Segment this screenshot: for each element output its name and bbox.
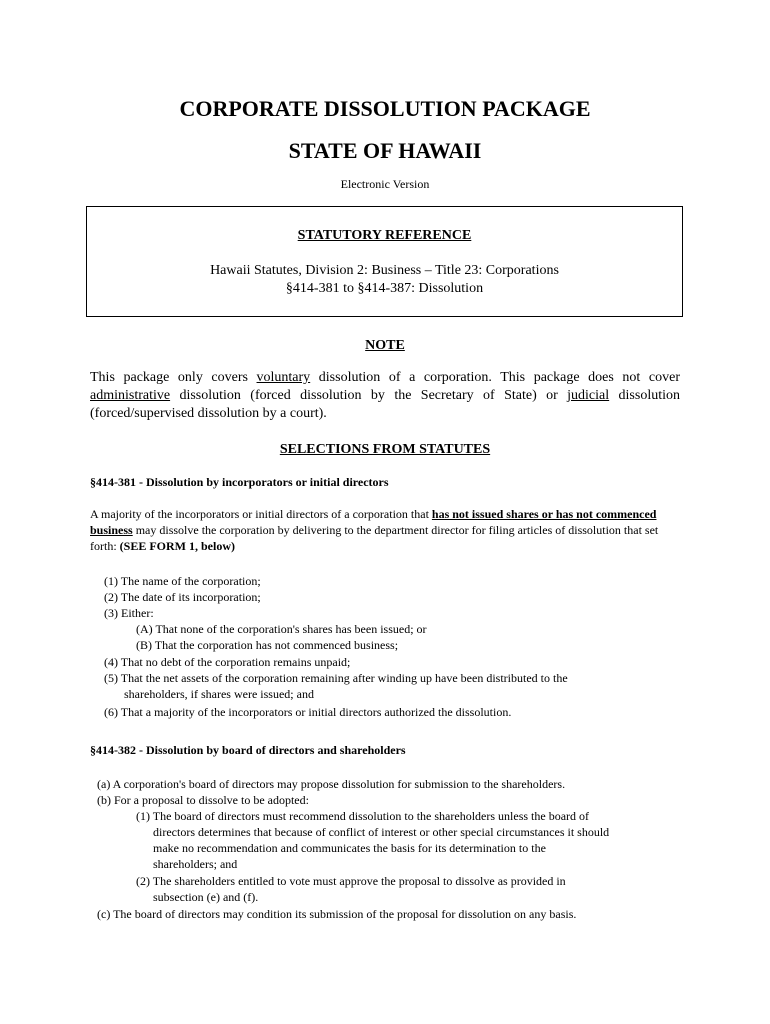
note-text: This package only covers	[90, 370, 257, 385]
list-item: shareholders, if shares were issued; and	[124, 687, 314, 701]
note-text: dissolution (forced dissolution by the Secretary of State) or	[170, 388, 568, 403]
list-item: make no recommendation and communicates the basis for its determination to the	[153, 841, 546, 855]
statutory-reference-line: Hawaii Statutes, Division 2: Business – Title 23: Corporations	[210, 263, 559, 278]
intro-text: A majority of the incorporators or initial directors of a corporation that	[90, 507, 432, 521]
list-item: subsection (e) and (f).	[153, 890, 259, 904]
list-item: (1) The board of directors must recommend dissolution to the shareholders unless the board of	[136, 809, 590, 823]
section-414-382-heading: §414-382 - Dissolution by board of directors and shareholders	[90, 743, 406, 757]
statutory-reference-sections: §414-381 to §414-387: Dissolution	[285, 281, 484, 296]
note-judicial: judicial	[567, 388, 610, 403]
list-item: (A) That none of the corporation's shares has been issued; or	[136, 622, 427, 636]
list-item: (B) That the corporation has not commenced business;	[136, 638, 399, 652]
note-heading: NOTE	[365, 338, 405, 353]
list-item: (2) The shareholders entitled to vote must approve the proposal to dissolve as provided in	[136, 874, 566, 888]
list-item: (b) For a proposal to dissolve to be adopted:	[97, 793, 309, 807]
form-reference: (SEE FORM 1, below)	[119, 539, 236, 553]
list-item: (5) That the net assets of the corporation remaining after winding up have been distributed to the	[104, 671, 568, 685]
note-voluntary: voluntary	[256, 370, 311, 385]
statutory-reference-heading: STATUTORY REFERENCE	[297, 228, 472, 243]
list-item: (4) That no debt of the corporation remains unpaid;	[104, 655, 351, 669]
list-item: shareholders; and	[153, 857, 238, 871]
selections-heading: SELECTIONS FROM STATUTES	[279, 442, 491, 457]
intro-emphasis: has not issued shares or has not commenced business	[90, 507, 657, 537]
section-414-381-heading: §414-381 - Dissolution by incorporators or initial directors	[90, 475, 389, 489]
list-item: directors determines that because of conflict of interest or other special circumstances it should	[153, 825, 610, 839]
statutory-reference-box	[86, 206, 683, 317]
document-state-title: STATE OF HAWAII	[288, 138, 482, 163]
document-subtitle: Electronic Version	[340, 177, 430, 191]
note-paragraph	[90, 369, 680, 423]
list-item: (c) The board of directors may condition its submission of the proposal for dissolution on any basis.	[97, 907, 577, 921]
note-text: dissolution (forced/supervised dissolution by a court).	[90, 388, 680, 421]
section-414-381-intro	[90, 506, 680, 554]
intro-text: may dissolve the corporation by delivering to the department director for filing articles of dissolution that set forth:	[90, 523, 659, 553]
list-item: (3) Either:	[104, 606, 154, 620]
list-item: (2) The date of its incorporation;	[104, 590, 261, 604]
note-text: dissolution of a corporation. This package does not cover	[310, 370, 680, 385]
document-title: CORPORATE DISSOLUTION PACKAGE	[179, 96, 591, 121]
note-administrative: administrative	[90, 388, 171, 403]
list-item: (6) That a majority of the incorporators or initial directors authorized the dissolution.	[104, 705, 512, 719]
list-item: (1) The name of the corporation;	[104, 574, 261, 588]
list-item: (a) A corporation's board of directors may propose dissolution for submission to the shareholders.	[97, 777, 566, 791]
